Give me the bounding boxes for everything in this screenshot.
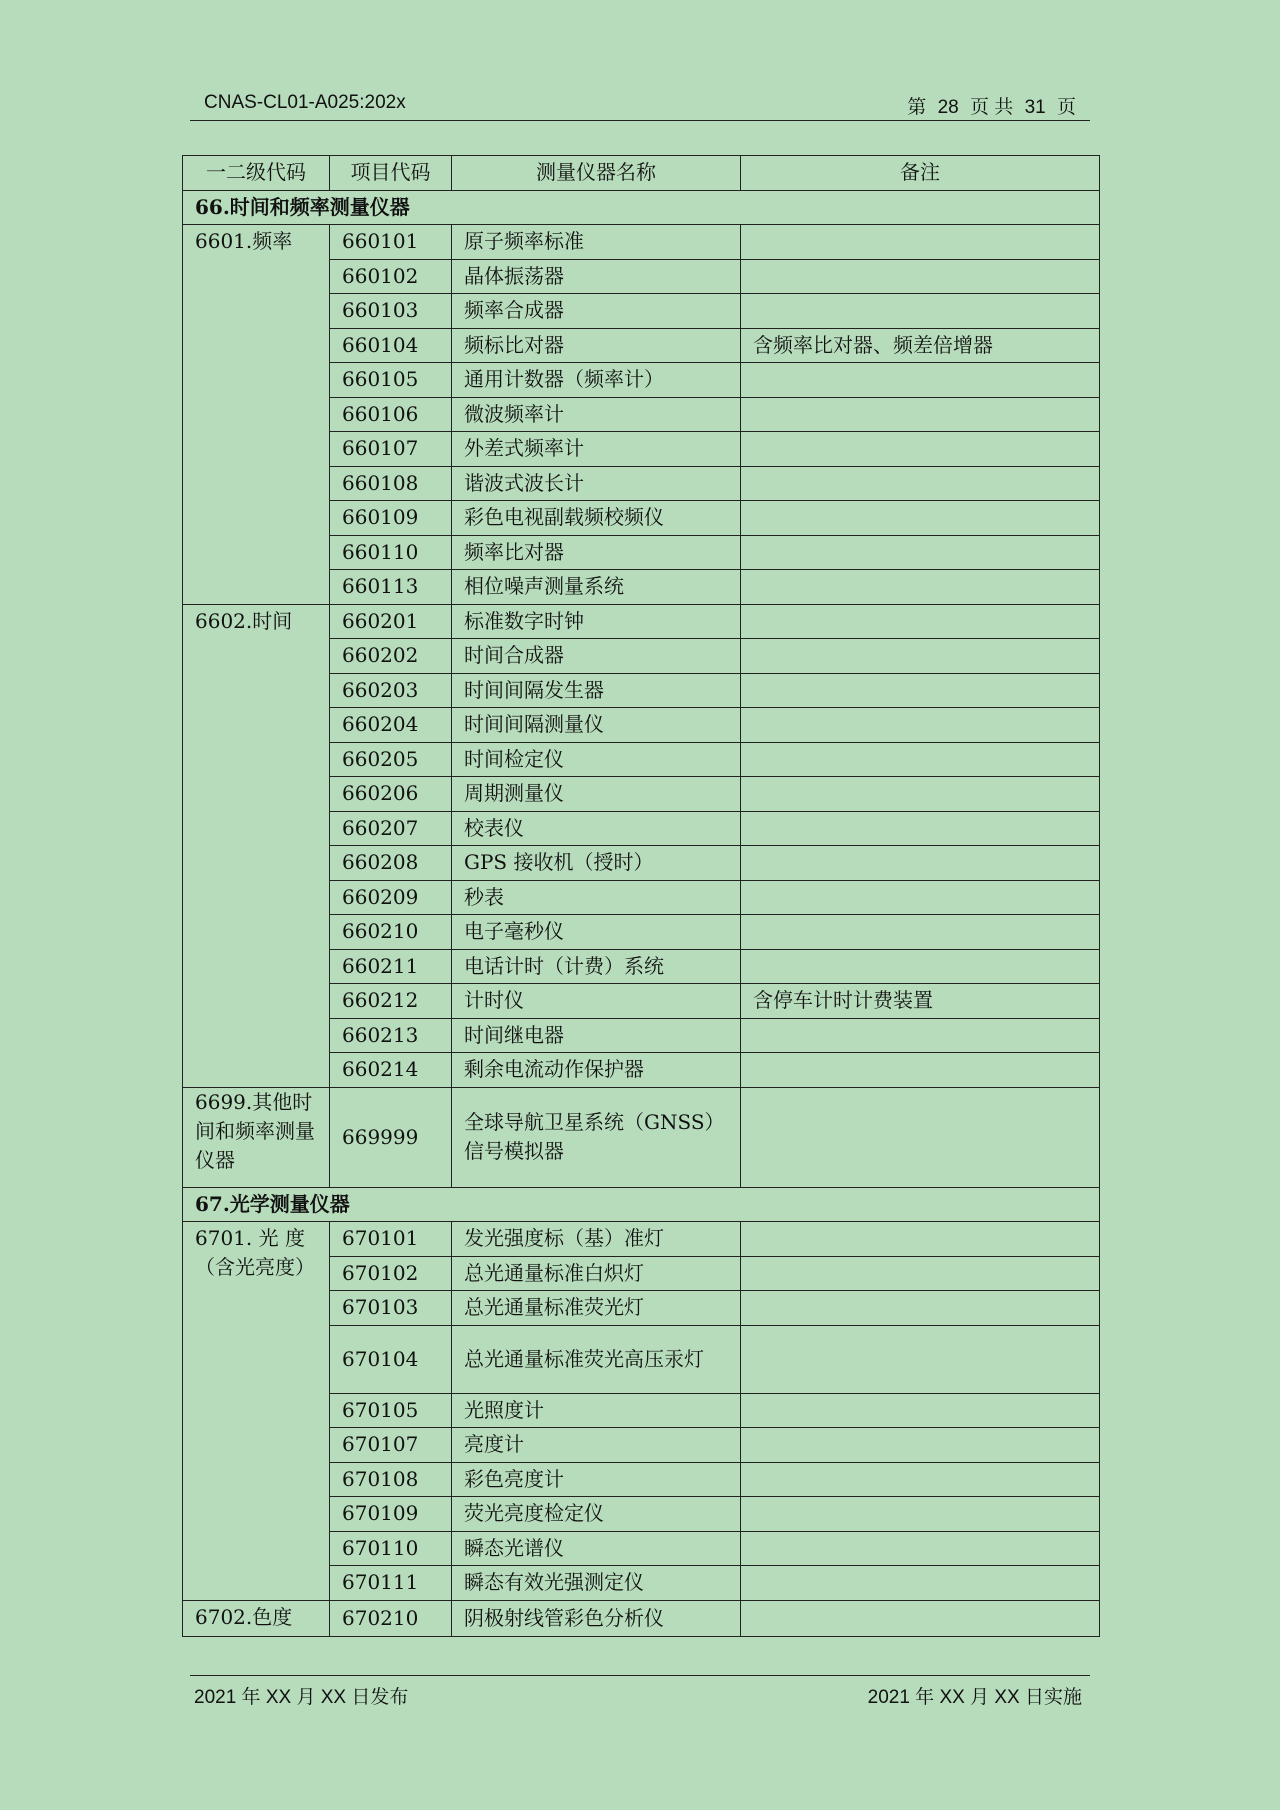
instrument-name: 秒表 bbox=[452, 880, 741, 915]
item-code: 660204 bbox=[330, 708, 452, 743]
item-code: 670111 bbox=[330, 1566, 452, 1601]
note bbox=[741, 1325, 1100, 1393]
note bbox=[741, 604, 1100, 639]
instrument-name: 周期测量仪 bbox=[452, 777, 741, 812]
item-code: 660208 bbox=[330, 846, 452, 881]
column-header: 备注 bbox=[741, 156, 1100, 191]
note bbox=[741, 1256, 1100, 1291]
note bbox=[741, 570, 1100, 605]
item-code: 670102 bbox=[330, 1256, 452, 1291]
item-code: 660211 bbox=[330, 949, 452, 984]
note bbox=[741, 1393, 1100, 1428]
category-cell: 6701. 光 度（含光亮度） bbox=[183, 1222, 330, 1601]
note bbox=[741, 225, 1100, 260]
note bbox=[741, 880, 1100, 915]
note bbox=[741, 1053, 1100, 1088]
item-code: 660210 bbox=[330, 915, 452, 950]
note bbox=[741, 1531, 1100, 1566]
instrument-name: 频率比对器 bbox=[452, 535, 741, 570]
item-code: 660202 bbox=[330, 639, 452, 674]
instrument-name: GPS 接收机（授时） bbox=[452, 846, 741, 881]
note bbox=[741, 259, 1100, 294]
instrument-name: 彩色电视副载频校频仪 bbox=[452, 501, 741, 536]
instrument-name: 标准数字时钟 bbox=[452, 604, 741, 639]
instrument-name: 电子毫秒仪 bbox=[452, 915, 741, 950]
instrument-name: 阴极射线管彩色分析仪 bbox=[452, 1600, 741, 1637]
page-total: 31 bbox=[1024, 97, 1046, 118]
instrument-name: 时间检定仪 bbox=[452, 742, 741, 777]
note: 含频率比对器、频差倍增器 bbox=[741, 328, 1100, 363]
item-code: 660214 bbox=[330, 1053, 452, 1088]
instrument-name: 谐波式波长计 bbox=[452, 466, 741, 501]
instrument-name: 频率合成器 bbox=[452, 294, 741, 329]
instrument-name: 计时仪 bbox=[452, 984, 741, 1019]
instrument-name: 原子频率标准 bbox=[452, 225, 741, 260]
instrument-name: 时间间隔测量仪 bbox=[452, 708, 741, 743]
section-row bbox=[183, 190, 1100, 225]
item-code: 670104 bbox=[330, 1325, 452, 1393]
item-code: 660213 bbox=[330, 1018, 452, 1053]
note bbox=[741, 294, 1100, 329]
note bbox=[741, 535, 1100, 570]
instrument-name: 外差式频率计 bbox=[452, 432, 741, 467]
note bbox=[741, 1497, 1100, 1532]
note bbox=[741, 1222, 1100, 1257]
instrument-name: 相位噪声测量系统 bbox=[452, 570, 741, 605]
instrument-name: 荧光亮度检定仪 bbox=[452, 1497, 741, 1532]
instrument-name: 彩色亮度计 bbox=[452, 1462, 741, 1497]
note bbox=[741, 1462, 1100, 1497]
instrument-name: 时间继电器 bbox=[452, 1018, 741, 1053]
document-code: CNAS-CL01-A025:202x bbox=[204, 92, 406, 113]
instrument-name: 瞬态光谱仪 bbox=[452, 1531, 741, 1566]
note bbox=[741, 397, 1100, 432]
page-mid: 页 共 bbox=[970, 97, 1014, 118]
page-number: 28 bbox=[937, 97, 959, 118]
note bbox=[741, 432, 1100, 467]
note: 含停车计时计费装置 bbox=[741, 984, 1100, 1019]
category-cell: 6602.时间 bbox=[183, 604, 330, 1087]
item-code: 660108 bbox=[330, 466, 452, 501]
item-code: 660105 bbox=[330, 363, 452, 398]
table-header-row bbox=[183, 156, 1100, 191]
instrument-name: 瞬态有效光强测定仪 bbox=[452, 1566, 741, 1601]
section-title: 67.光学测量仪器 bbox=[183, 1187, 1100, 1222]
note bbox=[741, 1018, 1100, 1053]
note bbox=[741, 742, 1100, 777]
instrument-name: 总光通量标准荧光灯 bbox=[452, 1291, 741, 1326]
item-code: 660107 bbox=[330, 432, 452, 467]
publish-date: 2021 年 XX 月 XX 日发布 bbox=[194, 1687, 409, 1708]
instrument-name: 光照度计 bbox=[452, 1393, 741, 1428]
item-code: 670110 bbox=[330, 1531, 452, 1566]
instrument-name: 总光通量标准白炽灯 bbox=[452, 1256, 741, 1291]
instrument-name: 校表仪 bbox=[452, 811, 741, 846]
item-code: 660203 bbox=[330, 673, 452, 708]
note bbox=[741, 673, 1100, 708]
table-row bbox=[183, 1087, 1100, 1187]
item-code: 660103 bbox=[330, 294, 452, 329]
note bbox=[741, 1087, 1100, 1187]
instrument-name: 总光通量标准荧光高压汞灯 bbox=[452, 1325, 741, 1393]
note bbox=[741, 363, 1100, 398]
note bbox=[741, 1566, 1100, 1601]
page-indicator bbox=[901, 92, 1076, 119]
item-code: 660106 bbox=[330, 397, 452, 432]
table-row bbox=[183, 1222, 1100, 1257]
item-code: 660205 bbox=[330, 742, 452, 777]
item-code: 660113 bbox=[330, 570, 452, 605]
item-code: 660102 bbox=[330, 259, 452, 294]
item-code: 660110 bbox=[330, 535, 452, 570]
item-code: 670107 bbox=[330, 1428, 452, 1463]
column-header: 项目代码 bbox=[330, 156, 452, 191]
item-code: 660201 bbox=[330, 604, 452, 639]
note bbox=[741, 639, 1100, 674]
implement-date: 2021 年 XX 月 XX 日实施 bbox=[867, 1687, 1082, 1708]
note bbox=[741, 708, 1100, 743]
item-code: 660207 bbox=[330, 811, 452, 846]
instrument-name: 剩余电流动作保护器 bbox=[452, 1053, 741, 1088]
category-cell: 6699.其他时间和频率测量仪器 bbox=[183, 1087, 330, 1187]
instrument-name: 亮度计 bbox=[452, 1428, 741, 1463]
section-title: 66.时间和频率测量仪器 bbox=[183, 190, 1100, 225]
note bbox=[741, 1600, 1100, 1637]
note bbox=[741, 466, 1100, 501]
instrument-name: 通用计数器（频率计） bbox=[452, 363, 741, 398]
item-code: 660206 bbox=[330, 777, 452, 812]
item-code: 670105 bbox=[330, 1393, 452, 1428]
item-code: 670103 bbox=[330, 1291, 452, 1326]
item-code: 660212 bbox=[330, 984, 452, 1019]
note bbox=[741, 1291, 1100, 1326]
section-row bbox=[183, 1187, 1100, 1222]
instrument-name: 发光强度标（基）准灯 bbox=[452, 1222, 741, 1257]
item-code: 660109 bbox=[330, 501, 452, 536]
item-code: 660209 bbox=[330, 880, 452, 915]
instrument-name: 时间合成器 bbox=[452, 639, 741, 674]
item-code: 660101 bbox=[330, 225, 452, 260]
instrument-name: 时间间隔发生器 bbox=[452, 673, 741, 708]
item-code: 670109 bbox=[330, 1497, 452, 1532]
note bbox=[741, 915, 1100, 950]
item-code: 670101 bbox=[330, 1222, 452, 1257]
note bbox=[741, 949, 1100, 984]
note bbox=[741, 846, 1100, 881]
instrument-name: 全球导航卫星系统（GNSS）信号模拟器 bbox=[452, 1087, 741, 1187]
note bbox=[741, 811, 1100, 846]
instrument-name: 晶体振荡器 bbox=[452, 259, 741, 294]
item-code: 670108 bbox=[330, 1462, 452, 1497]
page-suffix: 页 bbox=[1056, 97, 1076, 118]
instrument-name: 电话计时（计费）系统 bbox=[452, 949, 741, 984]
table-row bbox=[183, 1600, 1100, 1637]
page-header bbox=[190, 88, 1090, 121]
note bbox=[741, 501, 1100, 536]
table-row bbox=[183, 225, 1100, 260]
instrument-table bbox=[182, 155, 1100, 1637]
category-cell: 6702.色度 bbox=[183, 1600, 330, 1637]
page-footer bbox=[190, 1675, 1090, 1708]
category-cell: 6601.频率 bbox=[183, 225, 330, 605]
note bbox=[741, 1428, 1100, 1463]
table-row bbox=[183, 604, 1100, 639]
column-header: 测量仪器名称 bbox=[452, 156, 741, 191]
item-code: 670210 bbox=[330, 1600, 452, 1637]
item-code: 660104 bbox=[330, 328, 452, 363]
column-header: 一二级代码 bbox=[183, 156, 330, 191]
instrument-name: 频标比对器 bbox=[452, 328, 741, 363]
item-code: 669999 bbox=[330, 1087, 452, 1187]
instrument-name: 微波频率计 bbox=[452, 397, 741, 432]
note bbox=[741, 777, 1100, 812]
page-prefix: 第 bbox=[907, 97, 927, 118]
